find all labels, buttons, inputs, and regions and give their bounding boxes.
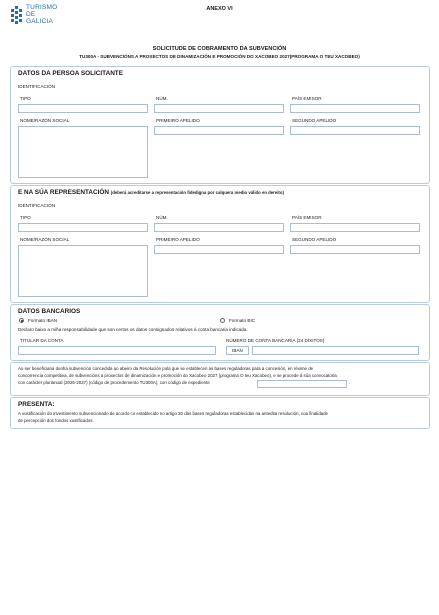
num-field[interactable]	[154, 104, 284, 113]
num-label: NÚM.	[156, 215, 168, 220]
document-subtitle: TU300A - SUBVENCIÓNS A PROXECTOS DE DINAMIZACIÓN E PROMOCIÓN DO XACOBEO 2027(PROGRAMA O TEU XACOBEO)	[79, 54, 360, 59]
identification-label: IDENTIFICACIÓN	[18, 203, 56, 208]
account-number-label: NÚMERO DE CONTA BANCARIA (24 DÍXITOS)	[226, 338, 325, 343]
tipo-field[interactable]	[18, 223, 148, 232]
annex-label: ANEXO VI	[206, 6, 233, 12]
pais-label: PAÍS EMISOR	[292, 215, 322, 220]
presenta-section	[10, 397, 430, 429]
apelido2-field[interactable]	[290, 126, 420, 135]
apelido2-label: SEGUNDO APELIDO	[292, 118, 337, 123]
tipo-label: TIPO	[20, 96, 31, 101]
bic-radio-label: Formato BIC	[229, 318, 256, 323]
pais-label: PAÍS EMISOR	[292, 96, 322, 101]
statement-line: Ao ser beneficiaria dunha subvención concedida ao abeiro da Resolución pola que se establecen as bases reguladoras para a concesión, en réxime de	[18, 366, 314, 371]
holder-field[interactable]	[18, 346, 216, 355]
section-title: DATOS BANCARIOS	[18, 308, 81, 315]
num-label: NÚM.	[156, 96, 168, 101]
num-field[interactable]	[154, 223, 284, 232]
pais-field[interactable]	[290, 223, 420, 232]
logo-line: TURISMO	[26, 4, 58, 11]
section-title: DATOS DA PERSOA SOLICITANTE	[18, 70, 123, 77]
holder-label: TITULAR DA CONTA	[20, 338, 64, 343]
logo-line: GALICIA	[26, 18, 54, 25]
pais-field[interactable]	[290, 104, 420, 113]
section-note: (deberá acreditarse a representación fidedigna por calquera medio válido en dereito)	[110, 190, 284, 195]
representative-section	[10, 185, 430, 303]
bic-radio[interactable]	[220, 318, 225, 323]
nome-label: NOME/RAZÓN SOCIAL	[20, 118, 70, 123]
apelido1-field[interactable]	[154, 245, 284, 254]
apelido1-label: PRIMEIRO APELIDO	[156, 237, 200, 242]
applicant-section	[10, 66, 430, 184]
nome-field[interactable]	[18, 126, 148, 178]
account-number-field[interactable]	[252, 346, 419, 355]
statement-line: concorrencia competitiva, de subvencións a proxectos de dinamización e promoción do Xacobeo 2027 (programa O teu Xacobeo), e se procede á súa convocatoria	[18, 373, 337, 378]
presenta-line: de percepción dos fondos xustificados.	[18, 418, 94, 423]
nome-field[interactable]	[18, 245, 148, 297]
statement-section	[10, 362, 430, 396]
section-title: PRESENTA:	[18, 401, 55, 408]
tipo-label: TIPO	[20, 215, 31, 220]
iban-prefix: IBAN	[226, 346, 249, 355]
apelido1-label: PRIMEIRO APELIDO	[156, 118, 200, 123]
section-title-text: E NA SÚA REPRESENTACIÓN	[18, 189, 110, 196]
bank-section	[10, 304, 430, 361]
statement-line: con carácter plurianual (2026-2027) (código de procedemento TU300A), con código de expediente	[18, 380, 210, 385]
presenta-line: A xustificación do investimento subvencionado de acordo co establecido no artigo 20 das bases reguladoras establecidas na antedita resolución, coa finalidade	[18, 411, 328, 416]
apelido1-field[interactable]	[154, 126, 284, 135]
tipo-field[interactable]	[18, 104, 148, 113]
iban-radio[interactable]	[19, 318, 24, 323]
apelido2-field[interactable]	[290, 245, 420, 254]
identification-label: IDENTIFICACIÓN	[18, 84, 56, 89]
logo-line: DE	[26, 11, 36, 18]
document-title: SOLICITUDE DE COBRAMENTO DA SUBVENCIÓN	[152, 46, 287, 52]
iban-radio-label: Formato IBAN	[28, 318, 58, 323]
bank-declaration: Declaro baixo a miña responsabilidade que son certos os datos consignados relativos á conta bancaria indicada.	[18, 327, 248, 332]
apelido2-label: SEGUNDO APELIDO	[292, 237, 337, 242]
statement-end: .	[349, 380, 351, 385]
expediente-field[interactable]	[257, 380, 347, 388]
section-title	[18, 189, 284, 196]
nome-label: NOME/RAZÓN SOCIAL	[20, 237, 70, 242]
